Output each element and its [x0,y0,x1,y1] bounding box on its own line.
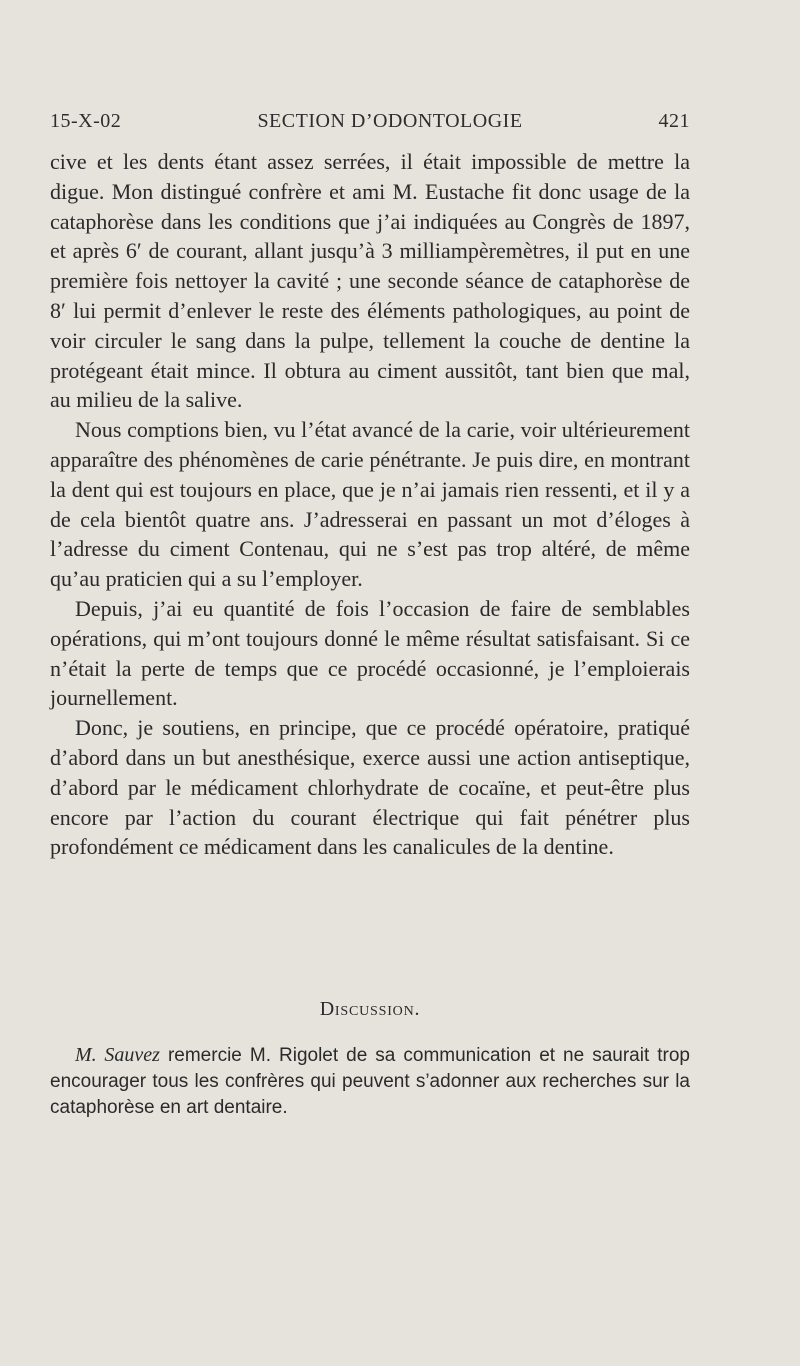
header-title: SECTION D’ODONTOLOGIE [257,110,523,132]
body-text [50,147,690,862]
paragraph-4: Donc, je soutiens, en principe, que ce procédé opératoire, pratiqué d’abord dans un but anesthésique, exerce aussi une action antiseptique, d’abord par le médicament chlorhydrate de cocaïne, et peut-être plus encore par l’action du courant électrique qui fait pénétrer plus profondément ce médicament dans les canalicules de la dentine. [50,715,690,860]
discussion-paragraph [50,1042,690,1121]
page-number: 421 [658,110,690,132]
paragraph-1: cive et les dents étant assez serrées, il était impossible de mettre la digue. Mon distingué confrère et ami M. Eustache fit donc usage de la cataphorèse dans les conditions que j’ai indiquées au Congrès de 1897, et après 6′ de courant, allant jusqu’à 3 milliampèremètres, il put en une première fois nettoyer la cavité ; une seconde séance de cataphorèse de 8′ lui permit d’enlever le reste des éléments pathologiques, au point de voir circuler le sang dans la pulpe, tellement la couche de dentine la protégeant était mince. Il obtura au ciment aussitôt, tant bien que mal, au milieu de la salive. [50,149,690,413]
discussion-heading: Discussion. [319,998,421,1020]
paragraph-2: Nous comptions bien, vu l’état avancé de la carie, voir ultérieurement apparaître des phénomènes de carie pénétrante. Je puis dire, en montrant la dent qui est toujours en place, que je n’ai jamais rien ressenti, et il y a de cela bientôt quatre ans. J’adresserai en passant un mot d’éloges à l’adresse du ciment Contenau, qui ne s’est pas trop altéré, de même qu’au praticien qui a su l’employer. [50,417,690,592]
discussion-text: remercie M. Rigolet de sa communication et ne saurait trop encourager tous les confrères qui peuvent s’adonner aux recherches sur la cataphorèse en art dentaire. [50,1045,690,1118]
running-header [50,110,690,140]
paragraph-3: Depuis, j’ai eu quantité de fois l’occasion de faire de semblables opérations, qui m’ont toujours donné le même résultat satisfaisant. Si ce n’était la perte de temps que ce procédé occasionné, je l’emploierais journellement. [50,595,690,711]
discussion-speaker: M. Sauvez [75,1044,160,1066]
header-date: 15-X-02 [50,110,122,132]
